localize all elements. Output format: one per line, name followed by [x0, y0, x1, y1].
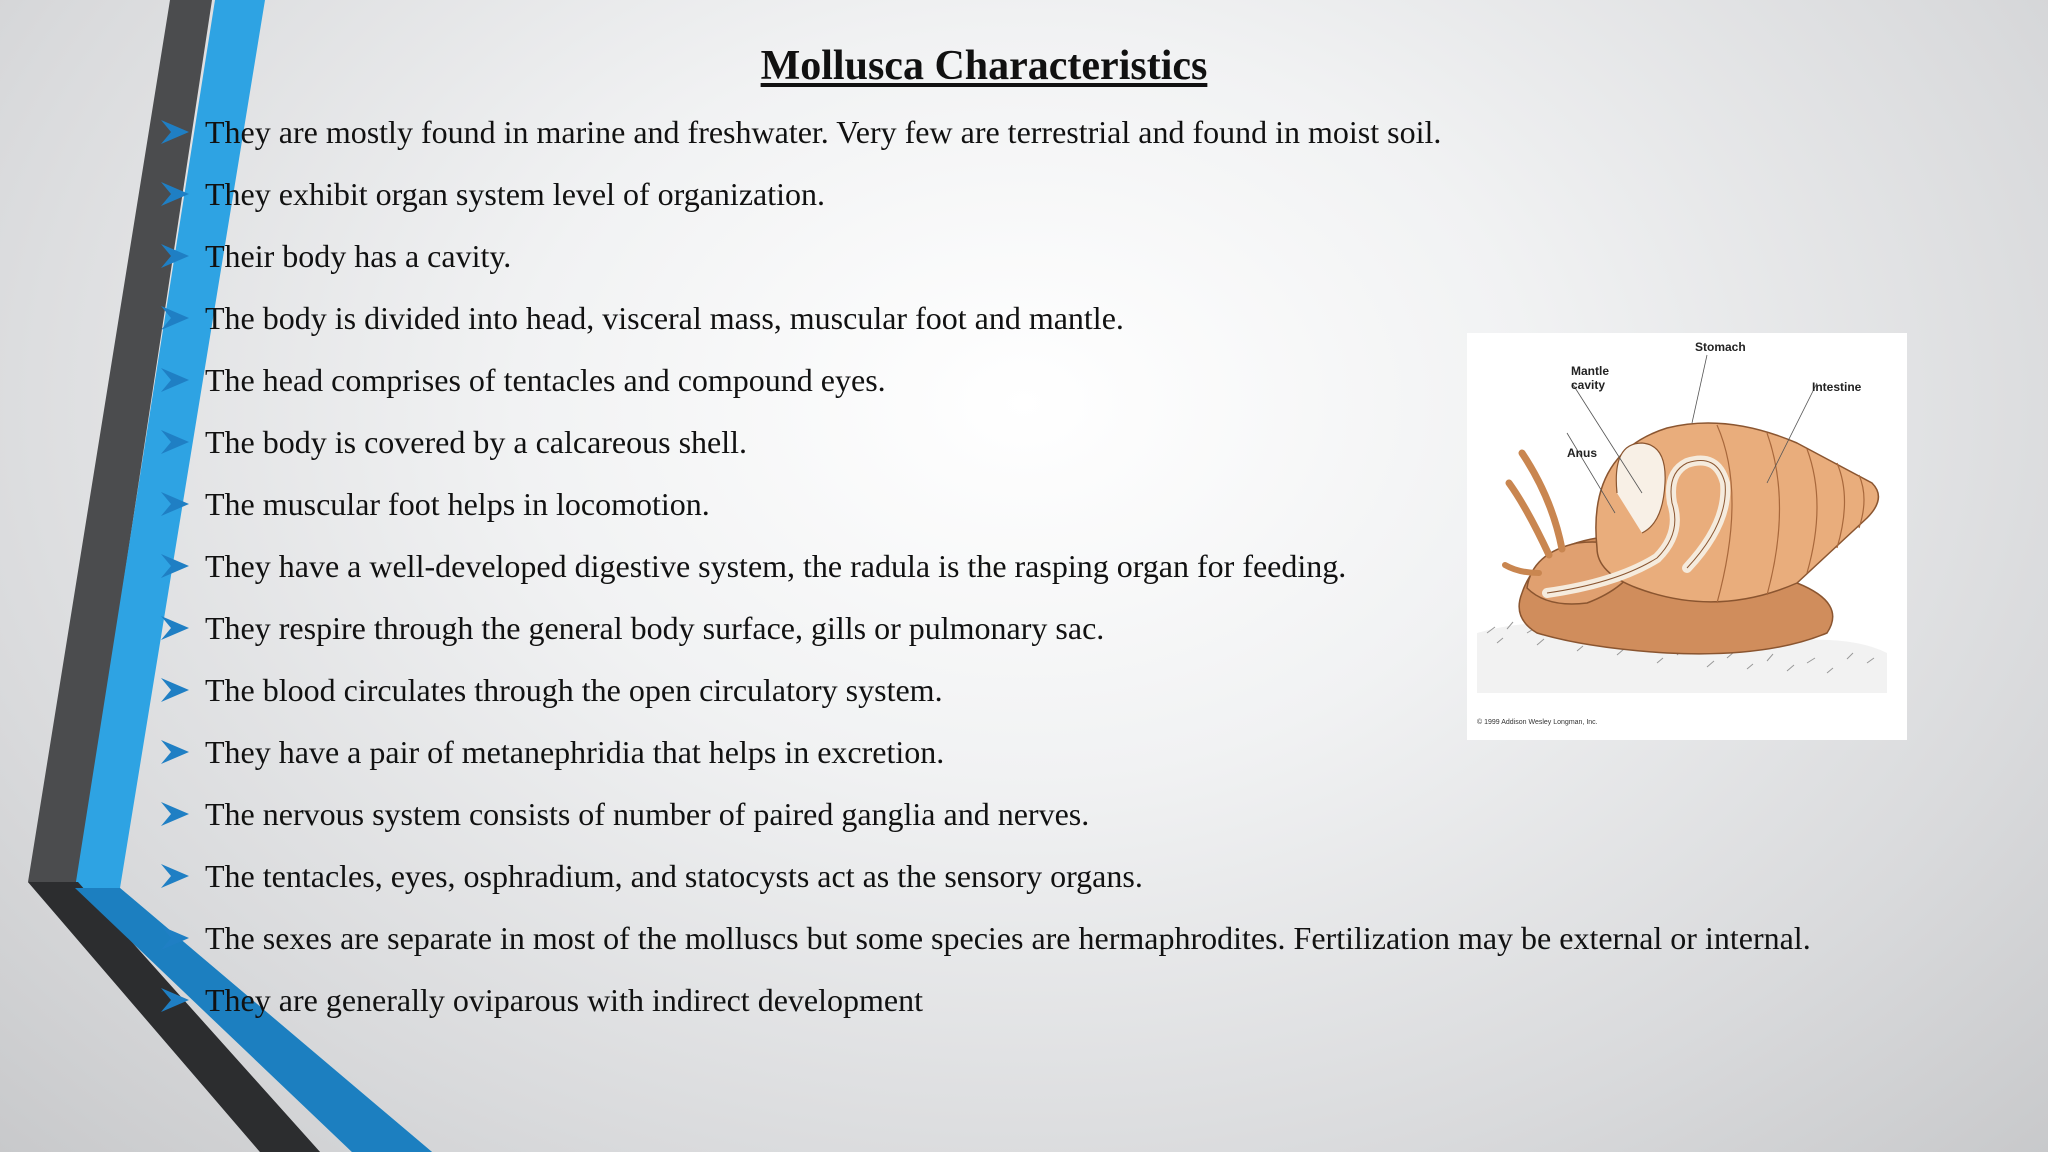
snail-anatomy-figure	[1467, 333, 1907, 740]
arrow-bullet-icon	[159, 922, 191, 954]
arrow-bullet-icon	[159, 488, 191, 520]
slide-title: Mollusca Characteristics	[760, 43, 1208, 89]
list-item: The blood circulates through the open circulatory system.	[155, 670, 1815, 710]
arrow-bullet-icon	[159, 550, 191, 582]
arrow-bullet-icon	[159, 984, 191, 1016]
arrow-bullet-icon	[159, 736, 191, 768]
figure-copyright: © 1999 Addison Wesley Longman, Inc.	[1477, 719, 1598, 726]
list-item: The body is covered by a calcareous shell.	[155, 422, 1815, 462]
arrow-bullet-icon	[159, 116, 191, 148]
mantle-cavity-label: cavity	[1571, 378, 1606, 392]
arrow-bullet-icon	[159, 674, 191, 706]
arrow-bullet-icon	[159, 860, 191, 892]
anus-label: Anus	[1567, 446, 1597, 460]
mantle-label: Mantle	[1571, 364, 1610, 378]
arrow-bullet-icon	[159, 426, 191, 458]
arrow-bullet-icon	[159, 798, 191, 830]
list-item: Their body has a cavity.	[155, 236, 1815, 276]
list-item: The nervous system consists of number of paired ganglia and nerves.	[155, 794, 1815, 834]
list-item: They respire through the general body surface, gills or pulmonary sac.	[155, 608, 1815, 648]
arrow-bullet-icon	[159, 178, 191, 210]
list-item: The head comprises of tentacles and compound eyes.	[155, 360, 1815, 400]
list-item: The body is divided into head, visceral mass, muscular foot and mantle.	[155, 298, 1815, 338]
list-item: They exhibit organ system level of organization.	[155, 174, 1815, 214]
list-item: They have a well-developed digestive system, the radula is the rasping organ for feeding.	[155, 546, 1815, 586]
intestine-label: Intestine	[1812, 380, 1862, 394]
list-item: They are mostly found in marine and freshwater. Very few are terrestrial and found in moist soil.	[155, 112, 1815, 152]
arrow-bullet-icon	[159, 240, 191, 272]
list-item: The muscular foot helps in locomotion.	[155, 484, 1815, 524]
arrow-bullet-icon	[159, 364, 191, 396]
list-item: They have a pair of metanephridia that helps in excretion.	[155, 732, 1815, 772]
snail-illustration	[1467, 333, 1907, 740]
list-item: The sexes are separate in most of the molluscs but some species are hermaphrodites. Fertilization may be external or internal.	[155, 918, 1815, 958]
list-item: They are generally oviparous with indirect development	[155, 980, 1815, 1020]
stomach-label: Stomach	[1695, 340, 1746, 354]
arrow-bullet-icon	[159, 612, 191, 644]
list-item: The tentacles, eyes, osphradium, and statocysts act as the sensory organs.	[155, 856, 1815, 896]
arrow-bullet-icon	[159, 302, 191, 334]
